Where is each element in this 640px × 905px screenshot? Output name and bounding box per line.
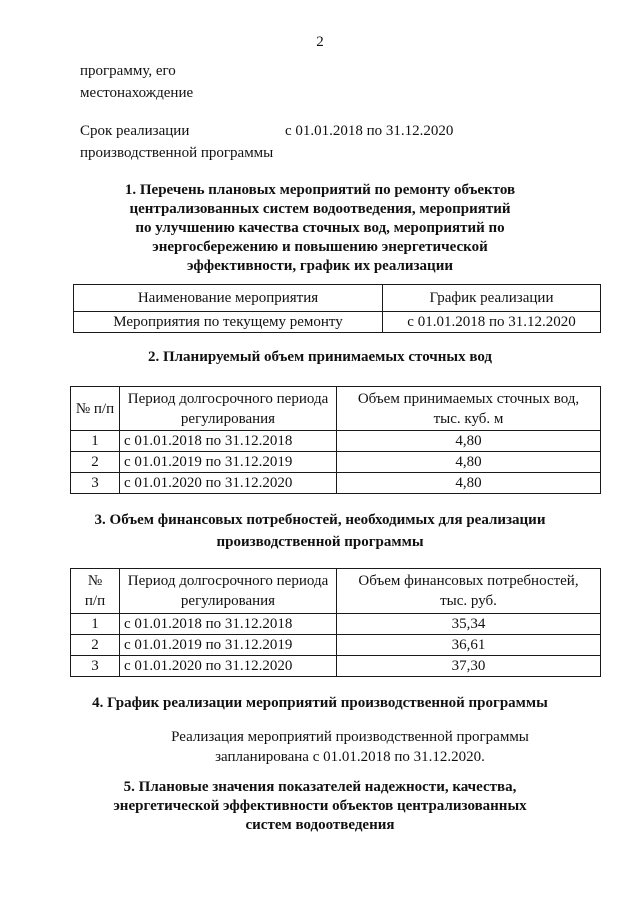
table-row [71, 452, 601, 473]
table-cell: с 01.01.2020 по 31.12.2020 [120, 473, 337, 494]
table-cell: 2 [71, 452, 120, 473]
table-cell: 1 [71, 614, 120, 635]
section-1-table [73, 284, 601, 333]
table-cell: 37,30 [337, 656, 601, 677]
section-4-text: Реализация мероприятий производственной программы запланирована с 01.01.2018 по 31.12.2020. [171, 729, 529, 765]
header-cell: № п/п [71, 569, 120, 614]
table-header-row [71, 569, 601, 614]
page-number: 2 [316, 34, 324, 50]
table-cell: с 01.01.2018 по 31.12.2018 [120, 614, 337, 635]
table-cell: 3 [71, 473, 120, 494]
table-header-row [74, 285, 601, 312]
header-cell: Объем принимаемых сточных вод, тыс. куб. м [337, 387, 601, 431]
table-cell: с 01.01.2020 по 31.12.2020 [120, 656, 337, 677]
table-row [71, 473, 601, 494]
table-row [71, 431, 601, 452]
table-cell: 4,80 [337, 431, 601, 452]
header-cell: Наименование мероприятия [74, 285, 383, 312]
header-cell: № п/п [71, 387, 120, 431]
table-cell: с 01.01.2019 по 31.12.2019 [120, 452, 337, 473]
table-row [71, 656, 601, 677]
top-text-line-2: местонахождение [80, 85, 194, 101]
header-cell: Период долгосрочного периода регулирования [120, 569, 337, 614]
table-cell: с 01.01.2018 по 31.12.2018 [120, 431, 337, 452]
term-label-line-1: Срок реализации [80, 123, 190, 139]
table-row [74, 312, 601, 333]
section-4-title: 4. График реализации мероприятий производственной программы [92, 695, 548, 711]
section-3-title: 3. Объем финансовых потребностей, необходимых для реализации производственной программы [94, 512, 546, 550]
table-cell: 3 [71, 656, 120, 677]
section-2-title: 2. Планируемый объем принимаемых сточных вод [147, 349, 493, 365]
table-row [71, 614, 601, 635]
table-cell: с 01.01.2019 по 31.12.2019 [120, 635, 337, 656]
section-1-title: 1. Перечень плановых мероприятий по ремонту объектов централизованных систем водоотведения, мероприятий по улучшению качества сточных вод, мероприятий по энергосбережению и повышению энергетической эффективности, график их реализации [124, 182, 516, 274]
table-cell: 1 [71, 431, 120, 452]
table-row [71, 635, 601, 656]
term-value: с 01.01.2018 по 31.12.2020 [285, 123, 454, 139]
table-cell: 36,61 [337, 635, 601, 656]
header-cell: График реализации [383, 285, 601, 312]
header-cell: Период долгосрочного периода регулирования [120, 387, 337, 431]
table-cell: с 01.01.2018 по 31.12.2020 [383, 312, 601, 333]
table-cell: 2 [71, 635, 120, 656]
header-cell: Объем финансовых потребностей, тыс. руб. [337, 569, 601, 614]
top-text-line-1: программу, его [80, 63, 176, 79]
term-label-line-2: производственной программы [80, 145, 274, 161]
table-cell: 35,34 [337, 614, 601, 635]
table-cell: Мероприятия по текущему ремонту [74, 312, 383, 333]
table-cell: 4,80 [337, 452, 601, 473]
section-3-table [70, 568, 601, 677]
table-header-row [71, 387, 601, 431]
table-cell: 4,80 [337, 473, 601, 494]
section-5-title: 5. Плановые значения показателей надежности, качества, энергетической эффективности объектов централизованных систем водоотведения [113, 779, 527, 833]
section-2-table [70, 386, 601, 494]
